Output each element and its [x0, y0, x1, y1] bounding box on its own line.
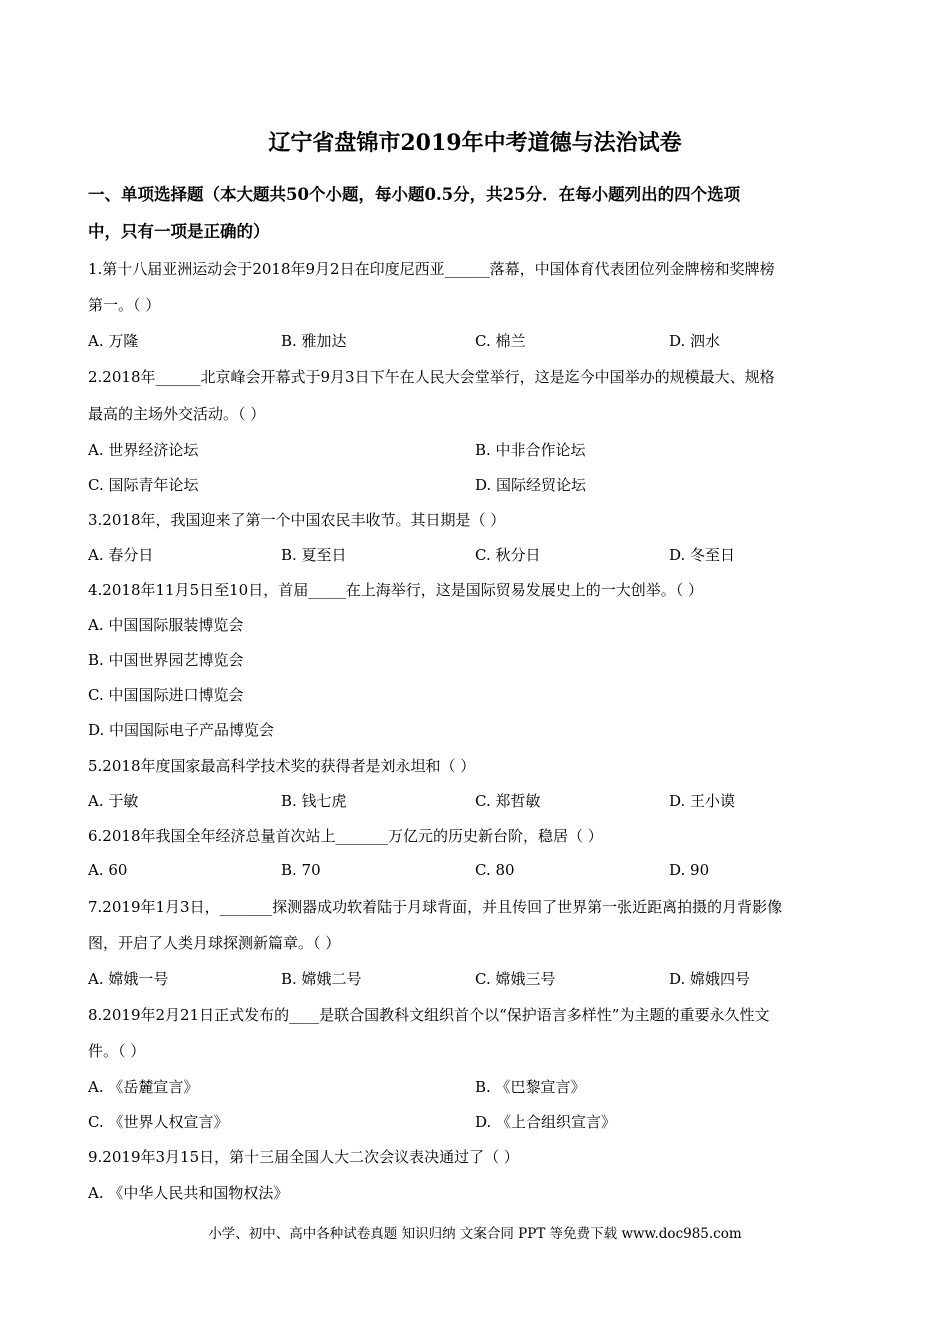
option-d: D. 中国国际电子产品博览会 [88, 721, 275, 739]
question-6-options [88, 861, 868, 883]
option-c: C. 国际青年论坛 [88, 476, 199, 494]
option-b: B. 《巴黎宣言》 [475, 1078, 586, 1096]
question-7-options [88, 968, 868, 990]
question-4-text: 4.2018年11月5日至10日，首届_____在上海举行，这是国际贸易发展史上的一大创举。（ ） [88, 581, 703, 599]
question-3-options [88, 544, 868, 566]
question-3-text: 3.2018年，我国迎来了第一个中国农民丰收节。其日期是（ ） [88, 511, 506, 529]
question-2-text-cont: 最高的主场外交活动。（ ） [88, 405, 266, 423]
option-a: A. 于敏 [88, 792, 139, 810]
question-5-text: 5.2018年度国家最高科学技术奖的获得者是刘永坦和（ ） [88, 757, 476, 775]
question-4-option-c-row [88, 684, 868, 706]
option-b: B. 中国世界园艺博览会 [88, 651, 244, 669]
question-4-option-a-row [88, 614, 868, 636]
question-1-options [88, 330, 868, 352]
question-8-options-row-1 [88, 1076, 868, 1098]
option-d: D. 国际经贸论坛 [475, 476, 587, 494]
question-4-option-b-row [88, 649, 868, 671]
question-2-options-row-1 [88, 439, 868, 461]
option-c: C. 80 [475, 861, 515, 879]
section-heading-line-1: 一、单项选择题（本大题共50个小题，每小题0.5分，共25分．在每小题列出的四个选项 [88, 185, 741, 204]
option-d: D. 泗水 [669, 332, 721, 350]
question-9-text: 9.2019年3月15日，第十三届全国人大二次会议表决通过了（ ） [88, 1148, 519, 1166]
option-b: B. 雅加达 [281, 332, 347, 350]
option-a: A. 春分日 [88, 546, 154, 564]
page-footer: 小学、初中、高中各种试卷真题 知识归纳 文案合同 PPT 等免费下载 www.doc985.com [208, 1226, 742, 1242]
option-a: A. 万隆 [88, 332, 139, 350]
option-c: C. 《世界人权宣言》 [88, 1113, 229, 1131]
option-c: C. 郑哲敏 [475, 792, 541, 810]
option-a: A. 《中华人民共和国物权法》 [88, 1184, 289, 1202]
question-6-text: 6.2018年我国全年经济总量首次站上_______万亿元的历史新台阶，稳居（ ） [88, 827, 603, 845]
option-b: B. 夏至日 [281, 546, 347, 564]
question-8-text-cont: 件。（ ） [88, 1042, 146, 1060]
option-b: B. 70 [281, 861, 321, 879]
option-d: D. 王小谟 [669, 792, 736, 810]
option-c: C. 棉兰 [475, 332, 526, 350]
question-9-options [88, 1182, 868, 1204]
question-2-text: 2.2018年______北京峰会开幕式于9月3日下午在人民大会堂举行，这是迄今中国举办的规模最大、规格 [88, 368, 775, 386]
question-7-text-cont: 图，开启了人类月球探测新篇章。（ ） [88, 934, 341, 952]
question-4-option-d-row [88, 719, 868, 741]
option-c: C. 中国国际进口博览会 [88, 686, 244, 704]
question-2-options-row-2 [88, 474, 868, 496]
option-a: A. 嫦娥一号 [88, 970, 169, 988]
option-a: A. 中国国际服装博览会 [88, 616, 244, 634]
option-c: C. 嫦娥三号 [475, 970, 556, 988]
option-d: D. 冬至日 [669, 546, 736, 564]
option-b: B. 中非合作论坛 [475, 441, 586, 459]
question-1-text: 1.第十八届亚洲运动会于2018年9月2日在印度尼西亚______落幕，中国体育代表团位列金牌榜和奖牌榜 [88, 260, 775, 278]
question-8-text: 8.2019年2月21日正式发布的____是联合国教科文组织首个以“保护语言多样性”为主题的重要永久性文 [88, 1006, 770, 1024]
option-c: C. 秋分日 [475, 546, 541, 564]
page-title: 辽宁省盘锦市2019年中考道德与法治试卷 [268, 130, 682, 156]
section-heading-line-2: 中，只有一项是正确的） [88, 222, 270, 241]
option-a: A. 60 [88, 861, 128, 879]
option-b: B. 嫦娥二号 [281, 970, 362, 988]
option-d: D. 90 [669, 861, 710, 879]
question-7-text: 7.2019年1月3日，_______探测器成功软着陆于月球背面，并且传回了世界第一张近距离拍摄的月背影像 [88, 898, 783, 916]
option-d: D. 嫦娥四号 [669, 970, 751, 988]
option-d: D. 《上合组织宣言》 [475, 1113, 617, 1131]
question-1-text-cont: 第一。（ ） [88, 296, 161, 314]
question-8-options-row-2 [88, 1111, 868, 1133]
option-b: B. 钱七虎 [281, 792, 347, 810]
question-5-options [88, 790, 868, 812]
option-a: A. 世界经济论坛 [88, 441, 199, 459]
option-a: A. 《岳麓宣言》 [88, 1078, 199, 1096]
